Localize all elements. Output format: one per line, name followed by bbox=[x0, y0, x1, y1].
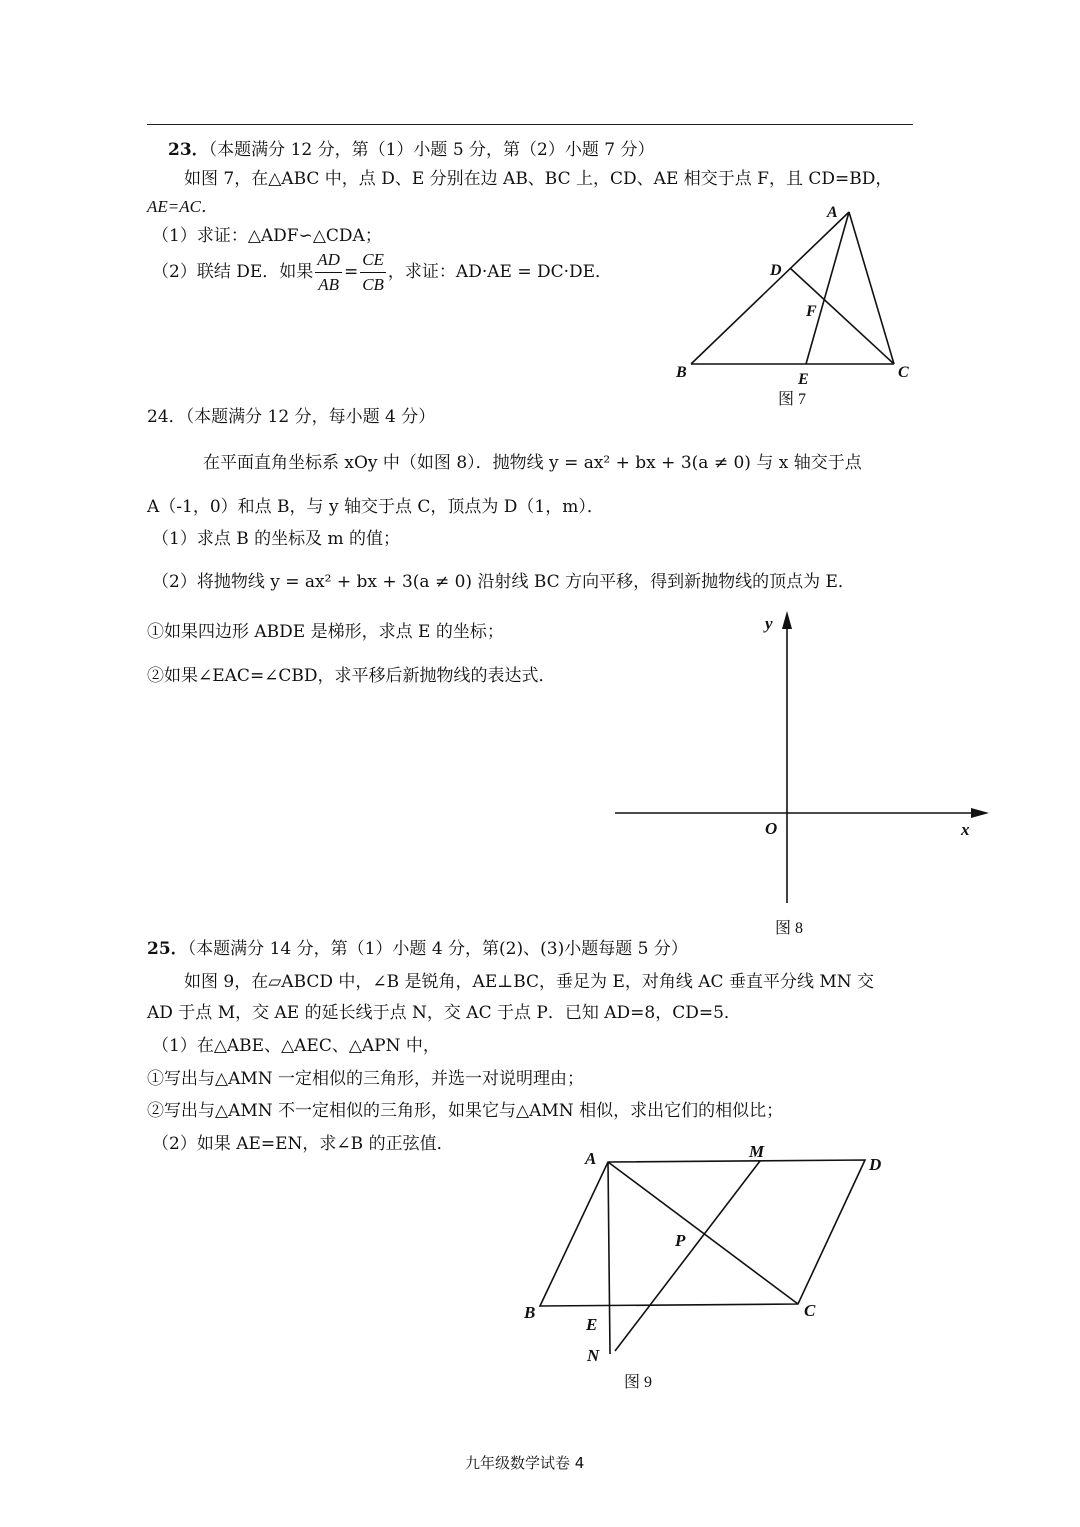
q23-points: （本题满分 12 分，第（1）小题 5 分，第（2）小题 7 分） bbox=[208, 140, 655, 160]
q23-fraction-ce-cb: $\frac{CE}{CB}$ bbox=[362, 250, 384, 294]
label-p: P bbox=[675, 1231, 686, 1250]
y-axis-label: y bbox=[765, 614, 773, 633]
q24-stem-a: 在平面直角坐标系 xOy 中（如图 8）．抛物线 y = ax² + bx + 3(a ≠ 0) 与 x 轴交于点 bbox=[203, 453, 862, 473]
q24-title: 24．（本题满分 12 分，每小题 4 分） bbox=[147, 407, 436, 427]
q24-sub1: ①如果四边形 ABDE 是梯形，求点 E 的坐标； bbox=[147, 622, 504, 642]
label-a: A bbox=[585, 1149, 597, 1168]
label-c: C bbox=[898, 364, 909, 381]
figure-9-caption: 图 9 bbox=[624, 1374, 653, 1391]
label-e: E bbox=[798, 371, 809, 388]
q23-part2: （2）联结 DE．如果 $\frac{AD}{AB}$ = $\frac{CE}{CB}$ ，求证：AD·AE = DC·DE． bbox=[152, 248, 612, 297]
label-e: E bbox=[586, 1315, 598, 1334]
q25-stem-b: AD 于点 M，交 AE 的延长线于点 N，交 AC 于点 P．已知 AD=8，CD=5． bbox=[147, 1003, 741, 1023]
q25-sub1: ①写出与△AMN 一定相似的三角形，并选一对说明理由； bbox=[147, 1069, 585, 1089]
q25-sub2: ②写出与△AMN 不一定相似的三角形，如果它与△AMN 相似，求出它们的相似比； bbox=[147, 1101, 784, 1121]
figure-7 bbox=[660, 200, 920, 412]
q23-part2-pre: （2）联结 DE．如果 bbox=[152, 262, 314, 282]
q25-part2: （2）如果 AE=EN，求∠B 的正弦值． bbox=[152, 1134, 454, 1154]
q24-stem-b: A（-1，0）和点 B，与 y 轴交于点 C，顶点为 D（1，m）． bbox=[147, 497, 604, 517]
q25-stem-a: 如图 9，在▱ABCD 中，∠B 是锐角，AE⊥BC，垂足为 E，对角线 AC 垂直平分线 MN 交 bbox=[184, 972, 875, 992]
segment-mn bbox=[615, 1161, 760, 1351]
q23-part2-post: ，求证：AD·AE = DC·DE． bbox=[387, 262, 613, 282]
q23-fraction-ad-ab: $\frac{AD}{AB}$ bbox=[317, 250, 340, 294]
segment-an bbox=[608, 1162, 610, 1354]
figure-9 bbox=[515, 1135, 915, 1395]
q24-part1: （1）求点 B 的坐标及 m 的值； bbox=[152, 529, 401, 549]
q23-stem-a: 如图 7，在△ABC 中，点 D、E 分别在边 AB、BC 上，CD、AE 相交于点 F，且 CD=BD， bbox=[184, 169, 893, 189]
label-b: B bbox=[676, 364, 687, 381]
q23-stem-b: AE=AC． bbox=[147, 197, 218, 216]
segment-ac bbox=[608, 1162, 798, 1304]
label-b: B bbox=[524, 1303, 536, 1322]
label-d: D bbox=[770, 262, 782, 279]
q23-title bbox=[168, 135, 655, 160]
q25-number: 25． bbox=[147, 939, 188, 959]
page-footer: 九年级数学试卷 4 bbox=[465, 1454, 585, 1472]
label-a: A bbox=[827, 204, 838, 221]
origin-label: O bbox=[765, 819, 778, 838]
q23-part1: （1）求证：△ADF∽△CDA； bbox=[152, 226, 382, 246]
q25-part1: （1）在△ABE、△AEC、△APN 中， bbox=[152, 1036, 440, 1056]
x-axis-arrow-icon bbox=[971, 808, 989, 818]
figure-7-caption: 图 7 bbox=[778, 391, 807, 408]
figure-8 bbox=[605, 605, 995, 940]
segment-ac bbox=[849, 212, 894, 364]
x-axis-label: x bbox=[961, 820, 970, 839]
label-f: F bbox=[806, 303, 817, 320]
q24-sub2: ②如果∠EAC=∠CBD，求平移后新抛物线的表达式． bbox=[147, 666, 556, 686]
header-rule bbox=[147, 124, 913, 125]
q25-points: （本题满分 14 分，第（1）小题 4 分，第(2)、(3)小题每题 5 分） bbox=[187, 939, 688, 959]
label-m: M bbox=[749, 1142, 765, 1161]
label-c: C bbox=[804, 1301, 816, 1320]
q25-title bbox=[147, 934, 688, 959]
q24-part2: （2）将抛物线 y = ax² + bx + 3(a ≠ 0) 沿射线 BC 方向平移，得到新抛物线的顶点为 E． bbox=[152, 572, 855, 592]
segment-ba bbox=[691, 212, 849, 364]
q23-number: 23． bbox=[168, 140, 209, 160]
label-d: D bbox=[869, 1155, 882, 1174]
label-n: N bbox=[587, 1346, 600, 1365]
y-axis-arrow-icon bbox=[782, 611, 792, 629]
figure-8-caption: 图 8 bbox=[775, 920, 804, 937]
